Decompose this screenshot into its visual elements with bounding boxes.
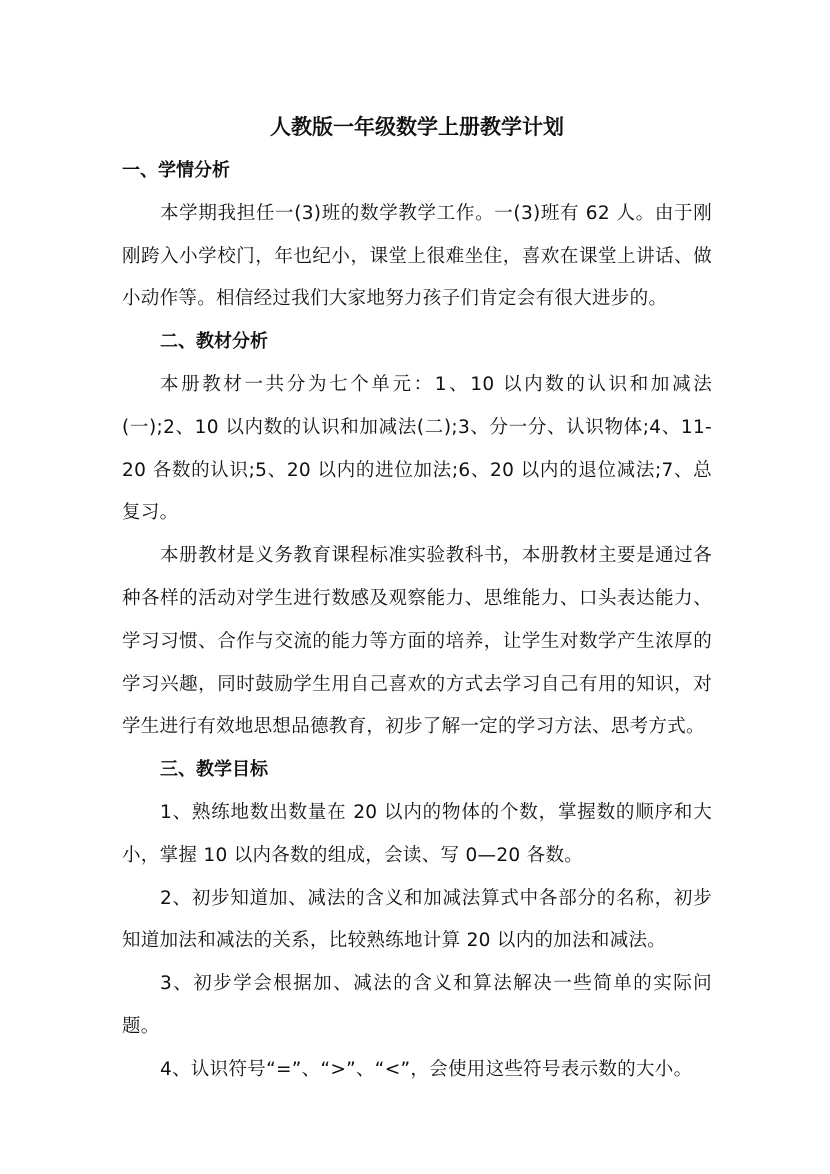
document-page — [122, 108, 712, 1092]
document-title: 人教版一年级数学上册教学计划 — [270, 115, 564, 139]
section-heading-teaching-goals: 三、教学目标 — [160, 759, 268, 781]
section-heading-student-analysis: 一、学情分析 — [122, 160, 230, 181]
section-heading-textbook-analysis: 二、教材分析 — [160, 331, 268, 353]
paragraph: 本册教材一共分为七个单元：1、10 以内数的认识和加减法(一);2、10 以内数的认识和加减法(二);3、分一分、认识物体;4、11-20 各数的认识;5、20 以内的进位加法;6、20 以内的退位减法;7、总复习。 — [122, 373, 712, 524]
goal-item: 1、熟练地数出数量在 20 以内的物体的个数，掌握数的顺序和大小，掌握 10 以内各数的组成，会读、写 0—20 各数。 — [122, 801, 712, 866]
goal-item: 3、初步学会根据加、减法的含义和算法解决一些简单的实际问题。 — [122, 973, 712, 1037]
paragraph: 本学期我担任一(3)班的数学教学工作。一(3)班有 62 人。由于刚刚跨入小学校门，年也纪小，课堂上很难坐住，喜欢在课堂上讲话、做小动作等。相信经过我们大家地努力孩子们肯定会有很大进步的。 — [122, 202, 712, 310]
goal-item: 4、认识符号“=”、“>”、“<”，会使用这些符号表示数的大小。 — [160, 1058, 693, 1080]
paragraph: 本册教材是义务教育课程标准实验教科书，本册教材主要是通过各种各样的活动对学生进行数感及观察能力、思维能力、口头表达能力、学习习惯、合作与交流的能力等方面的培养，让学生对数学产生浓厚的学习兴趣，同时鼓励学生用自己喜欢的方式去学习自己有用的知识，对学生进行有效地思想品德教育，初步了解一定的学习方法、思考方式。 — [122, 545, 712, 738]
goal-item: 2、初步知道加、减法的含义和加减法算式中各部分的名称，初步知道加法和减法的关系，比较熟练地计算 20 以内的加法和减法。 — [122, 887, 712, 952]
